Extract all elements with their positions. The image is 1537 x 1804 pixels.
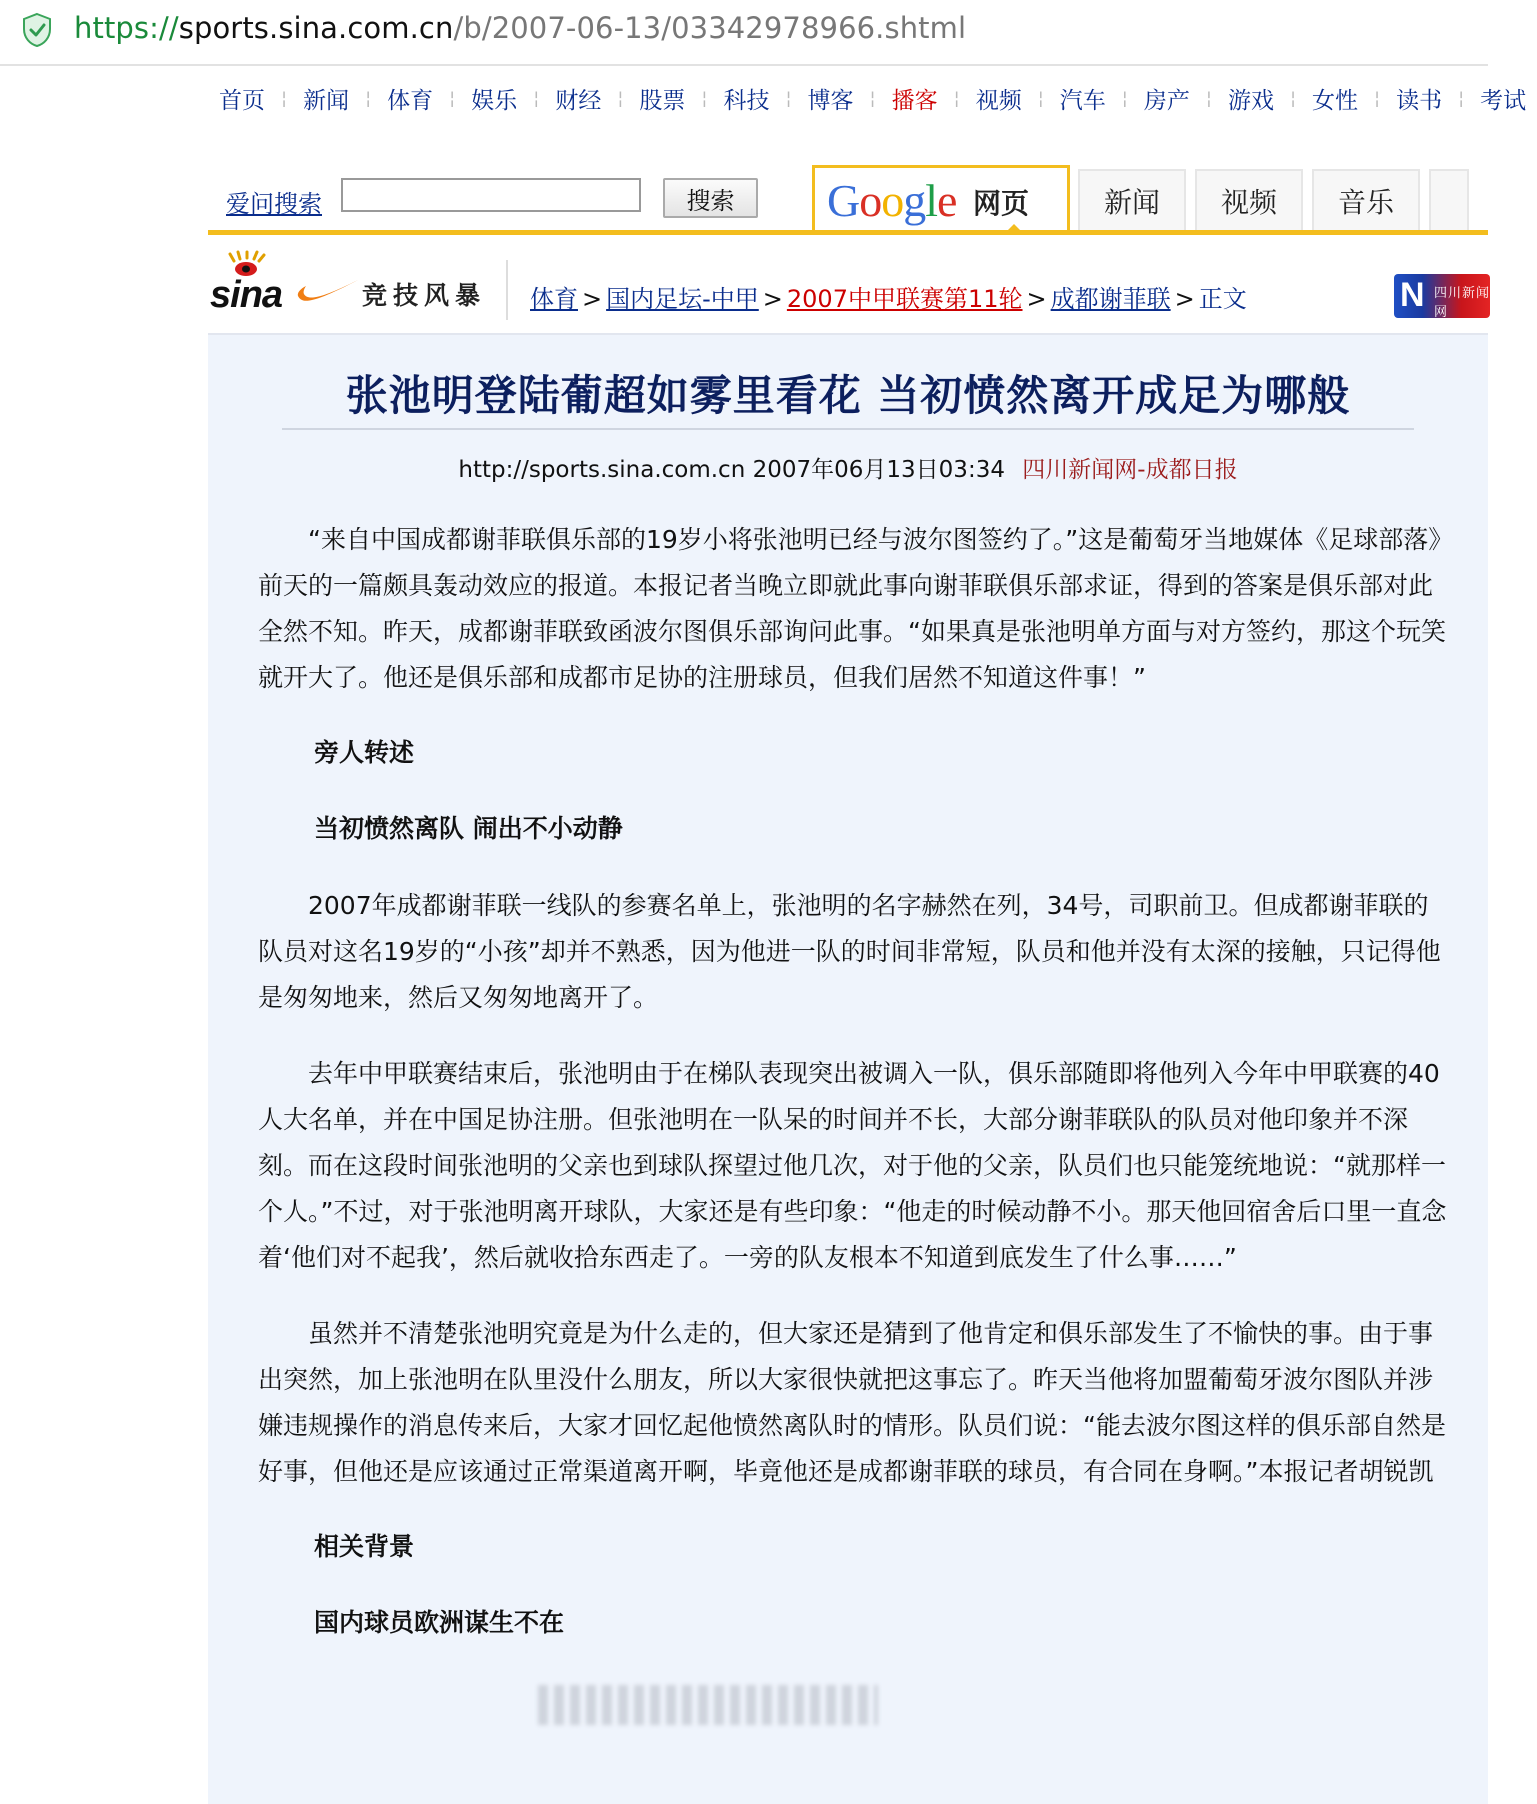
meta-time: 2007年06月13日03:34 xyxy=(752,457,1005,483)
google-logo: Google xyxy=(827,175,957,226)
nav-item-books[interactable]: 读书 xyxy=(1396,87,1443,114)
nav-item-women[interactable]: 女性 xyxy=(1312,87,1359,114)
article-paragraph: 虽然并不清楚张池明究竟是为什么走的，但大家还是猜到了他肯定和俱乐部发生了不愉快的事。由于事出突然，加上张池明在队里没什么朋友，所以大家很快就把这事忘了。昨天当他将加盟葡萄牙波尔图队并涉嫌违规操作的消息传来后，大家才回忆起他愤然离队时的情形。队员们说：“能去波尔图这样的俱乐部自然是好事，但他还是应该通过正常渠道离开啊，毕竟他还是成都谢菲联的球员，有合同在身啊。”本报记者胡锐凯 xyxy=(258,1319,1446,1486)
search-input[interactable] xyxy=(341,178,641,212)
nav-separator: ¦ xyxy=(1289,87,1297,109)
partner-text: 四川新闻网 xyxy=(1434,286,1491,320)
article-subheading: 当初愤然离队 闹出不小动静 xyxy=(314,814,623,843)
crumb-current: 正文 xyxy=(1198,285,1247,313)
nav-item-tech[interactable]: 科技 xyxy=(723,87,770,114)
partner-logo[interactable] xyxy=(1394,274,1490,318)
url-path: /b/2007-06-13/03342978966.shtml xyxy=(453,11,967,45)
nav-separator: ¦ xyxy=(1374,87,1381,109)
article-subheading: 相关背景 xyxy=(314,1532,415,1561)
address-bar[interactable] xyxy=(0,0,1488,66)
tab-web[interactable] xyxy=(812,165,1070,233)
nav-item-podcast[interactable]: 播客 xyxy=(891,87,938,114)
search-divider xyxy=(208,230,1488,235)
channel-name: 竞技风暴 xyxy=(362,281,487,310)
nav-separator: ¦ xyxy=(1121,87,1128,109)
title-divider xyxy=(282,428,1414,430)
nav-separator: ¦ xyxy=(1458,87,1465,109)
url-scheme: https:// xyxy=(74,11,179,45)
blurred-text-overlay xyxy=(538,1685,878,1725)
url-host: sports.sina.com.cn xyxy=(178,11,454,45)
nav-item-entertainment[interactable]: 娱乐 xyxy=(471,87,518,114)
crumb-separator: > xyxy=(762,285,783,313)
nav-item-finance[interactable]: 财经 xyxy=(555,87,602,114)
meta-source[interactable]: 四川新闻网-成都日报 xyxy=(1022,457,1238,483)
article-panel xyxy=(208,333,1488,1804)
tab-video[interactable]: 视频 xyxy=(1195,169,1303,231)
tab-news[interactable]: 新闻 xyxy=(1078,169,1186,231)
crumb-separator: > xyxy=(582,285,603,313)
article-meta xyxy=(208,451,1488,484)
article-paragraph: “来自中国成都谢菲联俱乐部的19岁小将张池明已经与波尔图签约了。”这是葡萄牙当地媒体《足球部落》前天的一篇颇具轰动效应的报道。本报记者当晚立即就此事向谢菲联俱乐部求证，得到的答案是俱乐部对此全然不知。昨天，成都谢菲联致函波尔图俱乐部询问此事。“如果真是张池明单方面与对方签约，那这个玩笑就开大了。他还是俱乐部和成都市足协的注册球员，但我们居然不知道这件事！” xyxy=(258,525,1446,692)
search-button[interactable]: 搜索 xyxy=(663,178,758,218)
nav-item-auto[interactable]: 汽车 xyxy=(1059,87,1106,114)
nav-separator: ¦ xyxy=(449,87,456,109)
iask-search-link[interactable]: 爱问搜索 xyxy=(226,190,322,218)
crumb-china-league-one[interactable]: 国内足坛-中甲 xyxy=(606,285,759,313)
crumb-sports[interactable]: 体育 xyxy=(530,285,578,313)
nav-item-exam[interactable]: 考试 xyxy=(1480,87,1527,114)
nav-separator: ¦ xyxy=(953,87,960,109)
nav-separator: ¦ xyxy=(701,87,708,109)
nav-item-sports[interactable]: 体育 xyxy=(387,87,434,114)
article-paragraph: 2007年成都谢菲联一线队的参赛名单上，张池明的名字赫然在列，34号，司职前卫。但成都谢菲联的队员对这名19岁的“小孩”却并不熟悉，因为他进一队的时间非常短，队员和他并没有太深的接触，只记得他是匆匆地来，然后又匆匆地离开了。 xyxy=(258,891,1441,1012)
crumb-round-11[interactable]: 2007中甲联赛第11轮 xyxy=(786,285,1023,313)
nav-separator: ¦ xyxy=(869,87,876,109)
sina-wordmark: sina xyxy=(210,274,283,316)
search-bar xyxy=(208,162,1488,234)
nike-swoosh-icon xyxy=(296,274,360,304)
nav-separator: ¦ xyxy=(281,87,288,109)
nav-item-video[interactable]: 视频 xyxy=(975,87,1022,114)
crumb-separator: > xyxy=(1026,285,1047,313)
breadcrumb xyxy=(530,279,1247,314)
crumb-separator: > xyxy=(1174,285,1195,313)
article-paragraph: 去年中甲联赛结束后，张池明由于在梯队表现突出被调入一队，俱乐部随即将他列入今年中甲联赛的40人大名单，并在中国足协注册。但张池明在一队呆的时间并不长，大部分谢菲联队的队员对他印象并不深刻。而在这段时间张池明的父亲也到球队探望过他几次，对于他的父亲，队员们也只能笼统地说：“就那样一个人。”不过，对于张池明离开球队，大家还是有些印象：“他走的时候动静不小。那天他回宿舍后口里一直念着‘他们对不起我’，然后就收拾东西走了。一旁的队友根本不知道到底发生了什么事……” xyxy=(258,1059,1447,1272)
channel-nav xyxy=(208,78,1537,118)
tab-music[interactable]: 音乐 xyxy=(1312,169,1420,231)
nav-separator: ¦ xyxy=(1037,87,1044,109)
brand-bar xyxy=(208,252,1491,332)
nav-item-stocks[interactable]: 股票 xyxy=(639,87,686,114)
nav-item-games[interactable]: 游戏 xyxy=(1227,87,1274,114)
article-body xyxy=(258,517,1448,1677)
crumb-chengdu-blades[interactable]: 成都谢菲联 xyxy=(1050,285,1171,313)
nav-separator: ¦ xyxy=(533,87,540,109)
nav-item-blog[interactable]: 博客 xyxy=(807,87,854,114)
nav-separator: ¦ xyxy=(365,87,372,109)
partner-letter: N xyxy=(1400,276,1425,314)
nav-separator: ¦ xyxy=(1205,87,1212,109)
meta-url: http://sports.sina.com.cn xyxy=(458,457,746,483)
tab-web-label: 网页 xyxy=(973,187,1030,220)
nav-separator: ¦ xyxy=(785,87,792,109)
nav-separator: ¦ xyxy=(617,87,624,109)
brand-divider xyxy=(506,260,508,320)
article-subheading: 国内球员欧洲谋生不在 xyxy=(314,1608,565,1637)
nav-item-house[interactable]: 房产 xyxy=(1143,87,1190,114)
url-text[interactable] xyxy=(74,10,966,46)
article-title: 张池明登陆葡超如雾里看花 当初愤然离开成足为哪般 xyxy=(345,371,1351,420)
secure-shield-icon xyxy=(22,13,52,47)
tab-more[interactable] xyxy=(1429,169,1469,231)
nav-item-news[interactable]: 新闻 xyxy=(303,87,350,114)
article-subheading: 旁人转述 xyxy=(314,738,415,767)
google-search-tabs xyxy=(812,165,1512,229)
nav-item-home[interactable]: 首页 xyxy=(219,87,265,114)
